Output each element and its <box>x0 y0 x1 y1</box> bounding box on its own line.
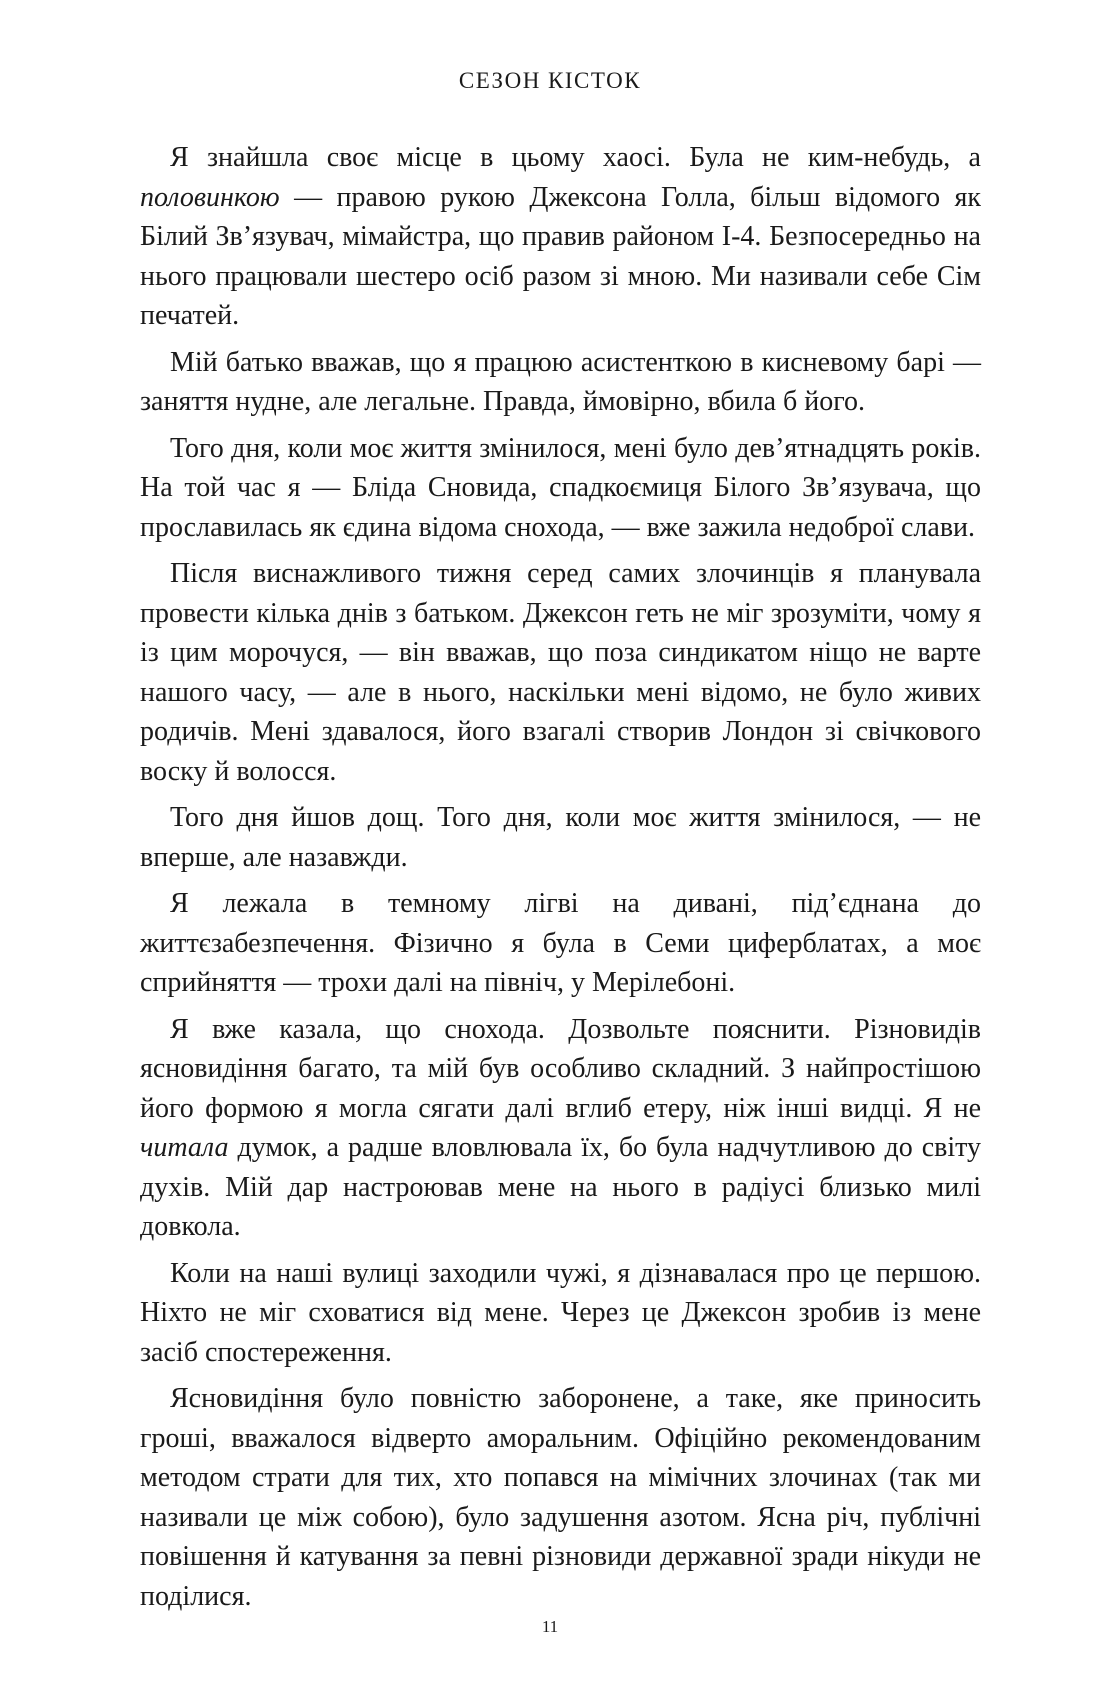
running-head: СЕЗОН КІСТОК <box>458 68 642 93</box>
text-run: — правою рукою Джексона Голла, більш відомого як Білий Зв’язувач, мімайстра, що правив районом І-4. Безпосередньо на нього працювали шестеро осіб разом зі мною. Ми називали себе Сім печатей. <box>140 181 981 331</box>
text-run: Коли на наші вулиці заходили чужі, я дізнавалася про це першою. Ніхто не міг сховатися від мене. Через це Джексон зробив із мене засіб спостереження. <box>140 1257 981 1368</box>
text-run: Того дня, коли моє життя змінилося, мені було дев’ятнадцять років. На той час я — Бліда Сновида, спадкоємиця Білого Зв’язувача, що прославилась як єдина відома снохода, — вже зажила недоброї слави. <box>140 432 981 543</box>
paragraph <box>140 1254 981 1373</box>
text-run: Я вже казала, що снохода. Дозвольте пояснити. Різновидів ясновидіння багато, та мій був особливо складний. З найпростішою його формою я могла сягати далі вглиб етеру, ніж інші видці. Я не <box>140 1013 981 1124</box>
text-run: Я лежала в темному лігві на дивані, під’єднана до життєзабезпечення. Фізично я була в Семи циферблатах, а моє сприйняття — трохи далі на північ, у Мерілебоні. <box>140 888 981 998</box>
text-run: Після виснажливого тижня серед самих злочинців я планувала провести кілька днів з батьком. Джексон геть не міг зрозуміти, чому я із цим морочуся, — він вважав, що поза синдикатом ніщо не варте нашого часу, — але в нього, наскільки мені відомо, не було живих родичів. Мені здавалося, його взагалі створив Лондон зі свічкового воску й волосся. <box>140 558 981 787</box>
paragraph <box>140 798 981 877</box>
paragraph <box>140 1379 981 1616</box>
paragraph <box>140 343 981 422</box>
italic-term: читала <box>140 1132 229 1163</box>
text-run: Того дня йшов дощ. Того дня, коли моє життя змінилося, — не вперше, але назавжди. <box>140 802 981 873</box>
text-run: Ясновидіння було повністю заборонене, а таке, яке приносить гроші, вважалося відверто аморальним. Офіційно рекомендованим методом страти для тих, хто попався на мімічних злочинах (так ми називали це між собою), було задушення азотом. Ясна річ, публічні повішення й катування за певні різновиди державної зради нікуди не поділися. <box>140 1383 981 1612</box>
page-number: 11 <box>541 1617 559 1636</box>
italic-term: половинкою <box>140 181 280 213</box>
paragraph <box>140 1010 981 1247</box>
paragraph <box>140 138 981 336</box>
text-run: Я знайшла своє місце в цьому хаосі. Була не ким-небудь, а <box>170 142 981 173</box>
paragraph <box>140 884 981 1003</box>
text-run: думок, а радше вловлювала їх, бо була надчутливою до світу духів. Мій дар настроював мене на нього в радіусі близько милі довкола. <box>140 1132 981 1242</box>
body-text <box>140 138 981 1623</box>
paragraph <box>140 554 981 791</box>
text-run: Мій батько вважав, що я працюю асистенткою в кисневому барі — заняття нудне, але легальне. Правда, ймовірно, вбила б його. <box>140 346 981 417</box>
paragraph <box>140 429 981 548</box>
